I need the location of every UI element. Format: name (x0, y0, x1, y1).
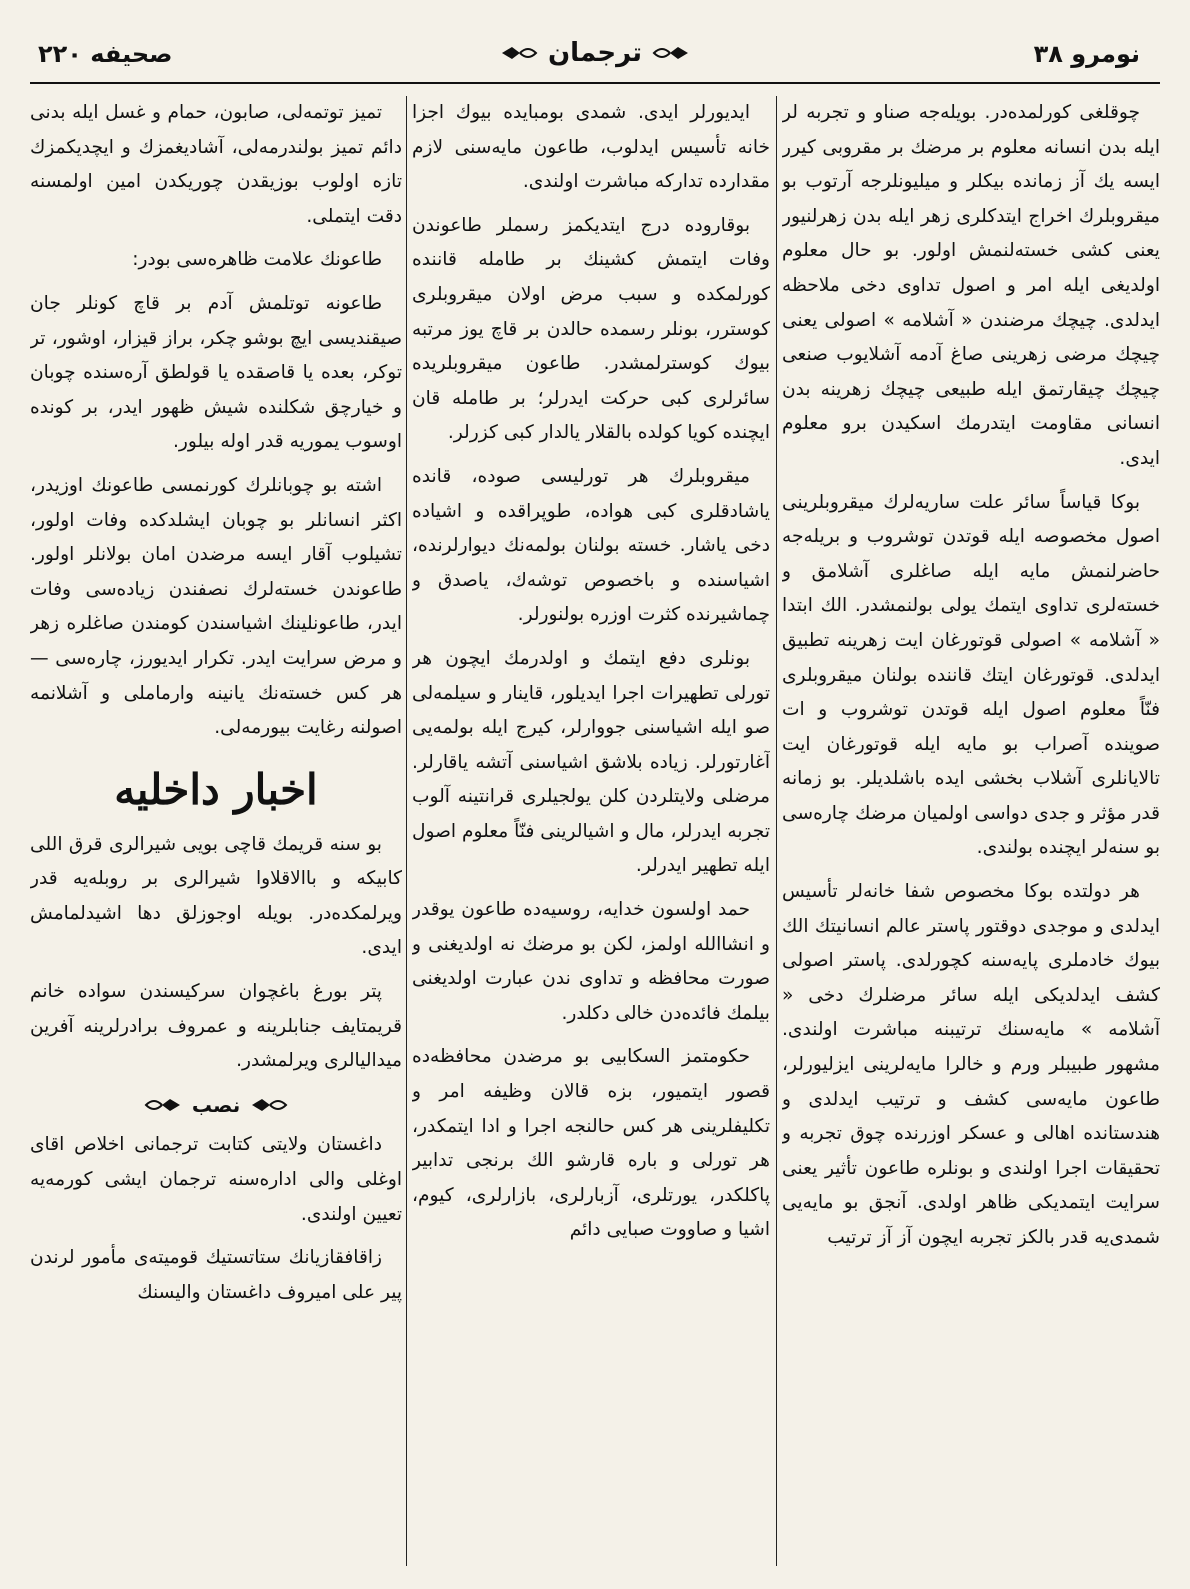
paragraph: حمد اولسون خدايه، روسيه‌ده طاعون يوقدر و انشاالله اولمز، لكن بو مرضك نه اولديغنی و صورت محافظه و تداوی ندن عبارت اولديغنی بيلمك فائده‌دن خالی دكلدر. (412, 899, 770, 1024)
paragraph: بو سنه قريمك قاچی بويی شيرالری قرق اللی كابيكه و باالاقلاوا شيرالری بر روبله‌يه قدر ويرلمكده‌در. بويله اوجوزلق دها اشيدلمامش ايدی. (30, 833, 402, 959)
paragraph: بوكا قياساً سائر علت ساريه‌لرك ميقروبلرينی اصول مخصوصه ايله قوتدن توشروب و بريله‌جه حاضرلنمش مايه ايله صاغلری آشلامق و خسته‌لری تداوی ايتمك يولی بولنمشدر. الك ابتدا « آشلامه » اصولی قوتورغان ايت زهرينه تطبيق ايدلدی. قوتورغان ايتك قاننده بولنان ميقروبلری فنّاً معلوم اصول ايله قوتدن توشروب و ات صوينده آصراب بو مايه ايله قوتورغان ايت تالايانلری آشلاب بخشی ايده باشلديلر. بو زمانه قدر مؤثر و جدی دواسی اولميان مرضك چاره‌سی بو سنه‌لر ايچنده بولندی. (782, 491, 1160, 859)
paragraph: بونلری دفع ايتمك و اولدرمك ايچون هر تورلی تطهيرات اجرا ايديلور، قاينار و سيلمه‌لی صو ايله اشياسنی جووارلر، كيرج ايله بولمه‌يی آغارتورلر. زياده بلاشق اشياسنی آتشه ياقارلر. مرضلی ولايتلردن كلن يولجيلری قرانتينه آلوب تجربه ايدرلر، مال و اشيالرينی فنّاً معلوم اصول ايله تطهير ايدرلر. (412, 647, 770, 877)
paragraph: چوقلغی كورلمده‌در. بويله‌جه صناو و تجربه لر ايله بدن انسانه معلوم بر مرضك بر مقروبی كيرر ايسه يك آز زمانده بيكلر و ميليونلرجه آرتوب بو ميقروبلرك اخراج ايتدكلری زهر ايله بدن زهرلنيور يعنی كشی خسته‌لنمش اولور. بو حال معلوم اولديغی ايله امر و اصول تداوی دخی ملاحظه ايدلدی. چيچك مرضندن « آشلامه » اصولی يعنی چيچك مرضی زهرينی صاغ آدمه آشلايوب صنعی چيچك چيقارتمق ايله طبيعی چيچك زهرينه بدن انسانی مقاومت ايتدرمك اسكيدن برو معلوم ايدی. (782, 102, 1160, 469)
ornament-left-icon (250, 1095, 288, 1115)
column-divider-1 (776, 96, 777, 1566)
paragraph: ايديورلر ايدی. شمدی بومبايده بيوك اجزا خانه تأسيس ايدلوب، طاعون مايه‌سنی لازم مقدارده تداركه مباشرت اولندی. (412, 102, 770, 193)
column-divider-2 (406, 96, 407, 1566)
ornament-right-icon (144, 1095, 182, 1115)
paragraph: حكومتمز السكابيی بو مرضدن محافظه‌ده قصور ايتميور، بزه قالان وظيفه امر و تكليفلرينی هر كس حالنجه اجرا و ادا ايتمكدر، هر تورلی و باره قارشو الك برنجی تدابير پاكلكدر، يورتلری، آزبارلری، بازارلری، كيوم، اشيا و صاووت صبايی دائم (412, 1046, 770, 1241)
page-number: صحيفه ٢٢٠ (38, 40, 173, 68)
newspaper-title: ترجمان (547, 38, 643, 68)
header-rule (30, 82, 1160, 84)
paragraph: طاعونه توتلمش آدم بر قاچ كونلر جان صيقنديسی ايچ بوشو چكر، براز قيزار، اوشور، تر توكر، بعده يا قاصقده يا قولطق آره‌سنده چوبان و خيارچق شكلنده شيش ظهور ايدر، بر كونده اوسوب يموريه قدر اوله بيلور. (30, 292, 402, 453)
column-middle (412, 96, 770, 1571)
column-left (30, 96, 402, 1571)
paragraph: اشته بو چوبانلرك كورنمسی طاعونك اوزيدر، اكثر انسانلر بو چوبان ايشلدكده وفات اولور، تشيلوب آقار ايسه مرضدن امان بولانلر اولور. طاعوندن خسته‌لرك نصفندن زياده‌سی وفات ايدر، طاعونلينك اشياسندن كومندن صاغلره زهر و مرض سرايت ايدر. تكرار ايديورز، چاره‌سی — هر كس خسته‌نك يانينه وارماملی و آشلانمه اصولنه رغايت بيورمه‌لی. (30, 474, 402, 739)
masthead (30, 30, 1160, 90)
paragraph: بوقاروده درج ايتديكمز رسملر طاعوندن وفات ايتمش كشينك بر طامله قاننده كورلمكده و سبب مرض اولان ميقروبلری كوسترر، بونلر رسمده حالدن بر قاچ يوز مرتبه بيوك كوسترلمشدر. طاعون ميقروبلريده سائرلری كبی حركت ايدرلر؛ بر طامله قان ايچنده كويا كولده بالقلار يالدار كبی كزرلر. (412, 214, 770, 444)
section-title: اخبار داخليه (114, 764, 318, 814)
subheading-text: نصب (191, 1092, 241, 1117)
paragraph: ميقروبلرك هر تورليسی صوده، قانده ياشادقلری كبی هواده، طوپراقده و اشياده دخی ياشار. خسته بولنان بولمه‌نك ديوارلرنده، اشياسنده و باخصوص توشه‌ك، ياصدق و چماشيرنده كثرت اوزره بولنورلر. (412, 465, 770, 626)
paragraph: زاقافقازيانك ستاتستيك قوميته‌ی مأمور لرندن پير علی اميروف داغستان واليسنك (30, 1247, 402, 1303)
column-right (782, 96, 1160, 1571)
ornament-left-icon (500, 43, 538, 63)
paragraph: پتر بورغ باغچوان سركيسندن سواده خانم قريمتايف جنابلرينه و عمروف برادرلرينه آفرين ميداليالری ويرلمشدر. (30, 981, 402, 1072)
issue-number: نومرو ٣٨ (1033, 40, 1140, 68)
title-group (500, 38, 690, 68)
paragraph: تميز توتمه‌لی، صابون، حمام و غسل ايله بدنی دائم تميز بولندرمه‌لی، آشاديغمزك و ايچديكمزك تازه اولوب بوزيقدن چوريكدن امين اولمسنه دقت ايتملی. (30, 102, 402, 227)
subheading (30, 1088, 402, 1123)
paragraph: طاعونك علامت ظاهره‌سی بودر: (132, 249, 382, 271)
paragraph: هر دولتده بوكا مخصوص شفا خانه‌لر تأسيس ايدلدی و موجدی دوقتور پاستر عالم انسانيتك الك بيوك خادملری پايه‌سنه كچورلدی. پاستر اصولی كشف ايدلديكی ايله سائر مرضلرك دخی « آشلامه » مايه‌سنك ترتيبنه مباشرت اولندی. مشهور طبيبلر ورم و خالرا مايه‌لرينی ايزليورلر، طاعون مايه‌سی كشف و ترتيب ايدلدی و هندستانده اهالی و عسكر اوزرنده چوق تجربه و تحقيقات اجرا اولندی و بونلره طاعون تأثير يعنی سرايت ايتمديكی ظاهر اولدی. آنجق بو مايه‌يی شمدی‌يه قدر بالكز تجربه ايچون آز آز ترتيب (782, 881, 1160, 1248)
ornament-right-icon (652, 43, 690, 63)
paragraph: داغستان ولايتی كتابت ترجمانی اخلاص اقای اوغلی والی اداره‌سنه ترجمان ايشی كورمه‌يه تعيين اولندی. (30, 1134, 402, 1225)
